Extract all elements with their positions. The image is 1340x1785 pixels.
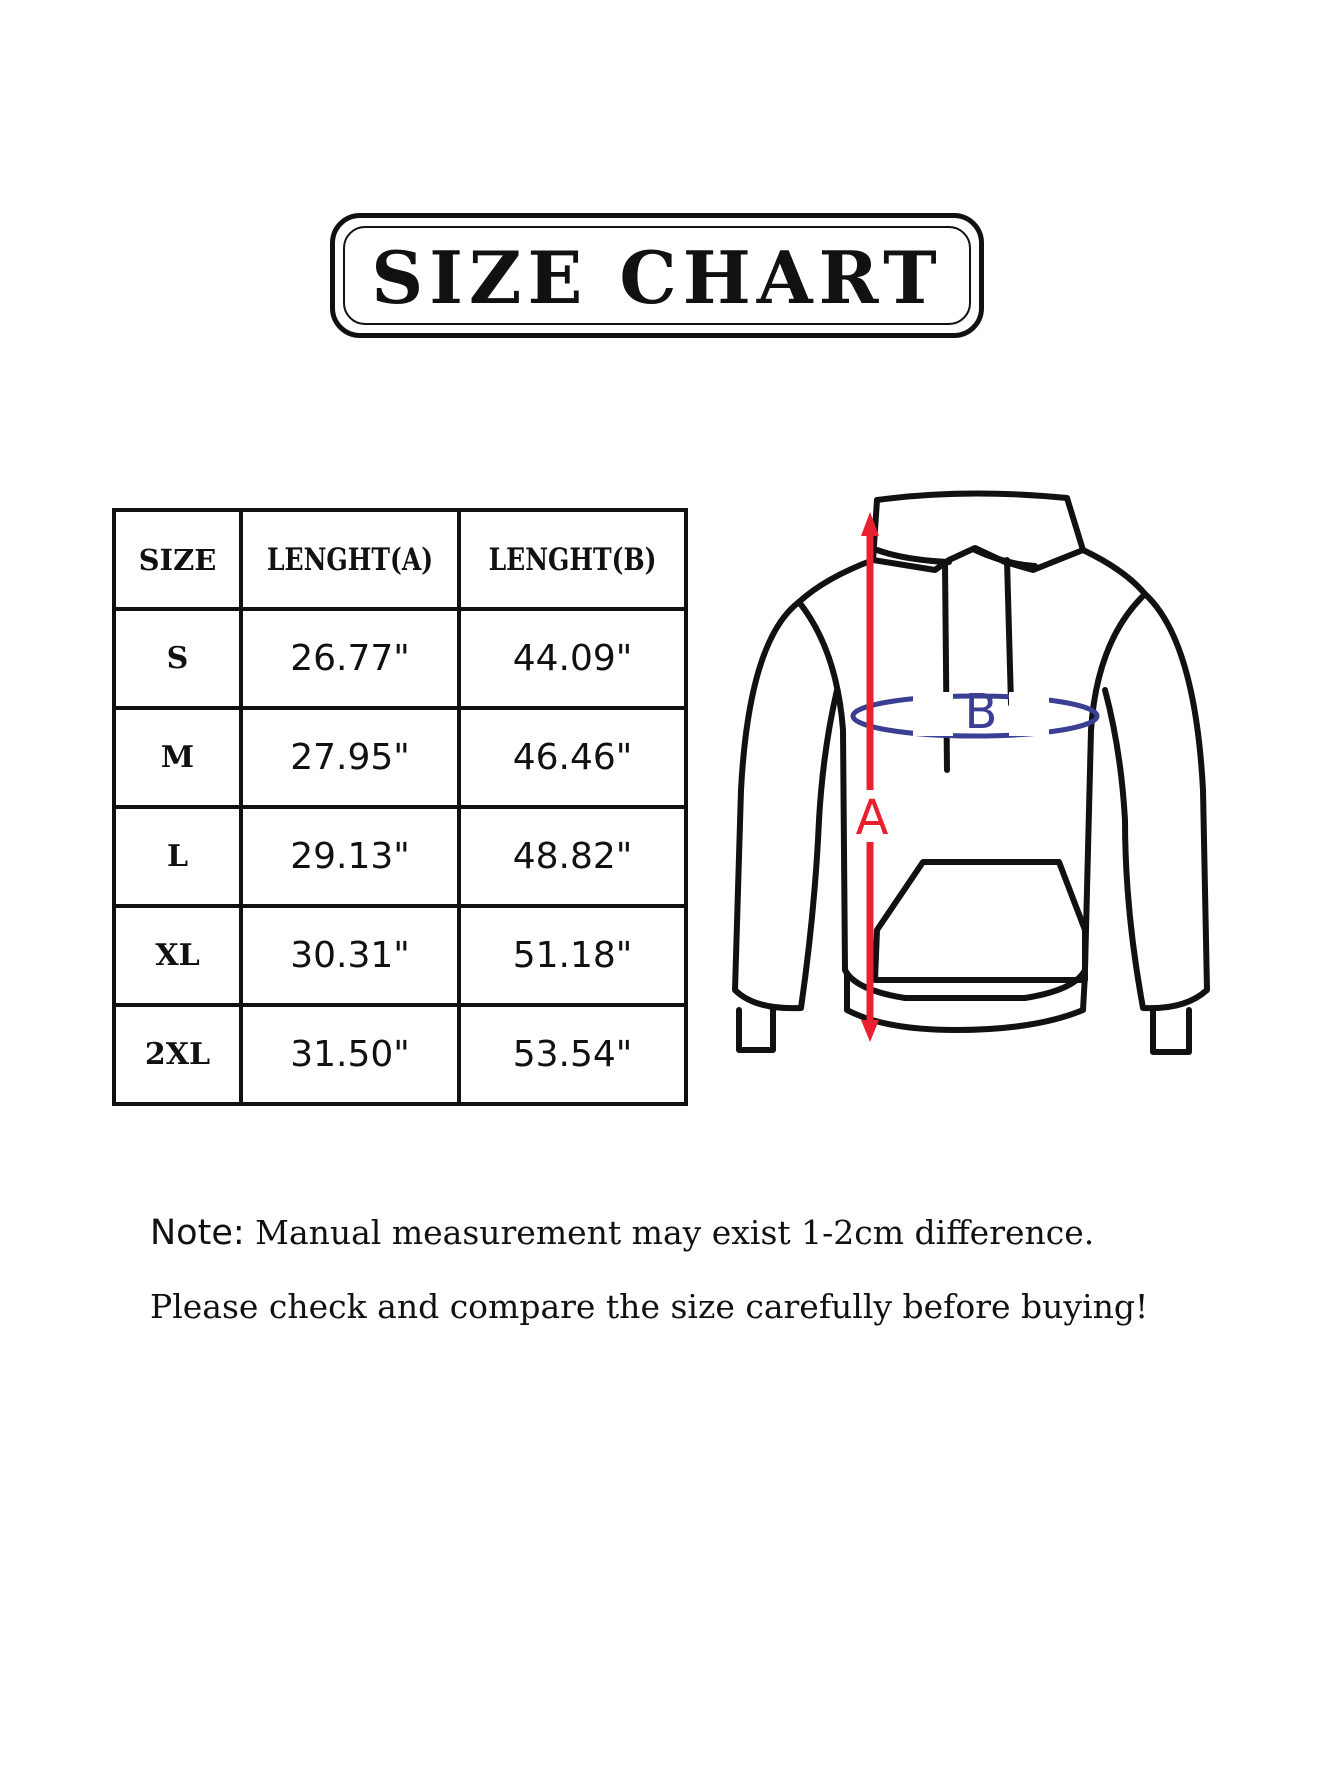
length-b-cell: 48.82" (459, 807, 686, 906)
table-row (114, 807, 686, 906)
size-cell: L (114, 807, 241, 906)
measure-b-label: B (964, 684, 998, 740)
size-cell: S (114, 609, 241, 708)
measure-b-label-bg (913, 692, 953, 736)
length-a-cell: 31.50" (241, 1005, 459, 1104)
length-b-cell: 51.18" (459, 906, 686, 1005)
note-line-2: Please check and compare the size carefully before buying! (150, 1287, 1149, 1326)
title-inner-frame (343, 226, 971, 325)
note-line-1 (150, 1196, 1210, 1270)
size-table (112, 508, 688, 1106)
header-length-a: LENGHT(A) (241, 498, 459, 622)
size-cell: 2XL (114, 1005, 241, 1104)
length-b-cell: 44.09" (459, 609, 686, 708)
length-a-cell: 29.13" (241, 807, 459, 906)
table-row (114, 906, 686, 1005)
length-b-cell: 53.54" (459, 1005, 686, 1104)
table-header-row (114, 510, 686, 609)
table-row (114, 609, 686, 708)
title-frame (330, 213, 984, 338)
header-size: SIZE (114, 510, 241, 609)
length-a-cell: 27.95" (241, 708, 459, 807)
table-row (114, 708, 686, 807)
hoodie-diagram (705, 490, 1245, 1080)
size-cell: M (114, 708, 241, 807)
length-a-cell: 30.31" (241, 906, 459, 1005)
note-block (150, 1196, 1210, 1344)
measure-b-label-bg-right (1009, 692, 1049, 736)
size-cell: XL (114, 906, 241, 1005)
hoodie-outline (735, 493, 1207, 1052)
table-row (114, 1005, 686, 1104)
header-length-b: LENGHT(B) (459, 498, 686, 622)
measure-a-label: A (855, 790, 889, 846)
length-a-cell: 26.77" (241, 609, 459, 708)
length-b-cell: 46.46" (459, 708, 686, 807)
note-text-1: Manual measurement may exist 1-2cm difference. (255, 1213, 1095, 1252)
note-label: Note: (150, 1213, 245, 1253)
page-title: SIZE CHART (371, 234, 943, 320)
